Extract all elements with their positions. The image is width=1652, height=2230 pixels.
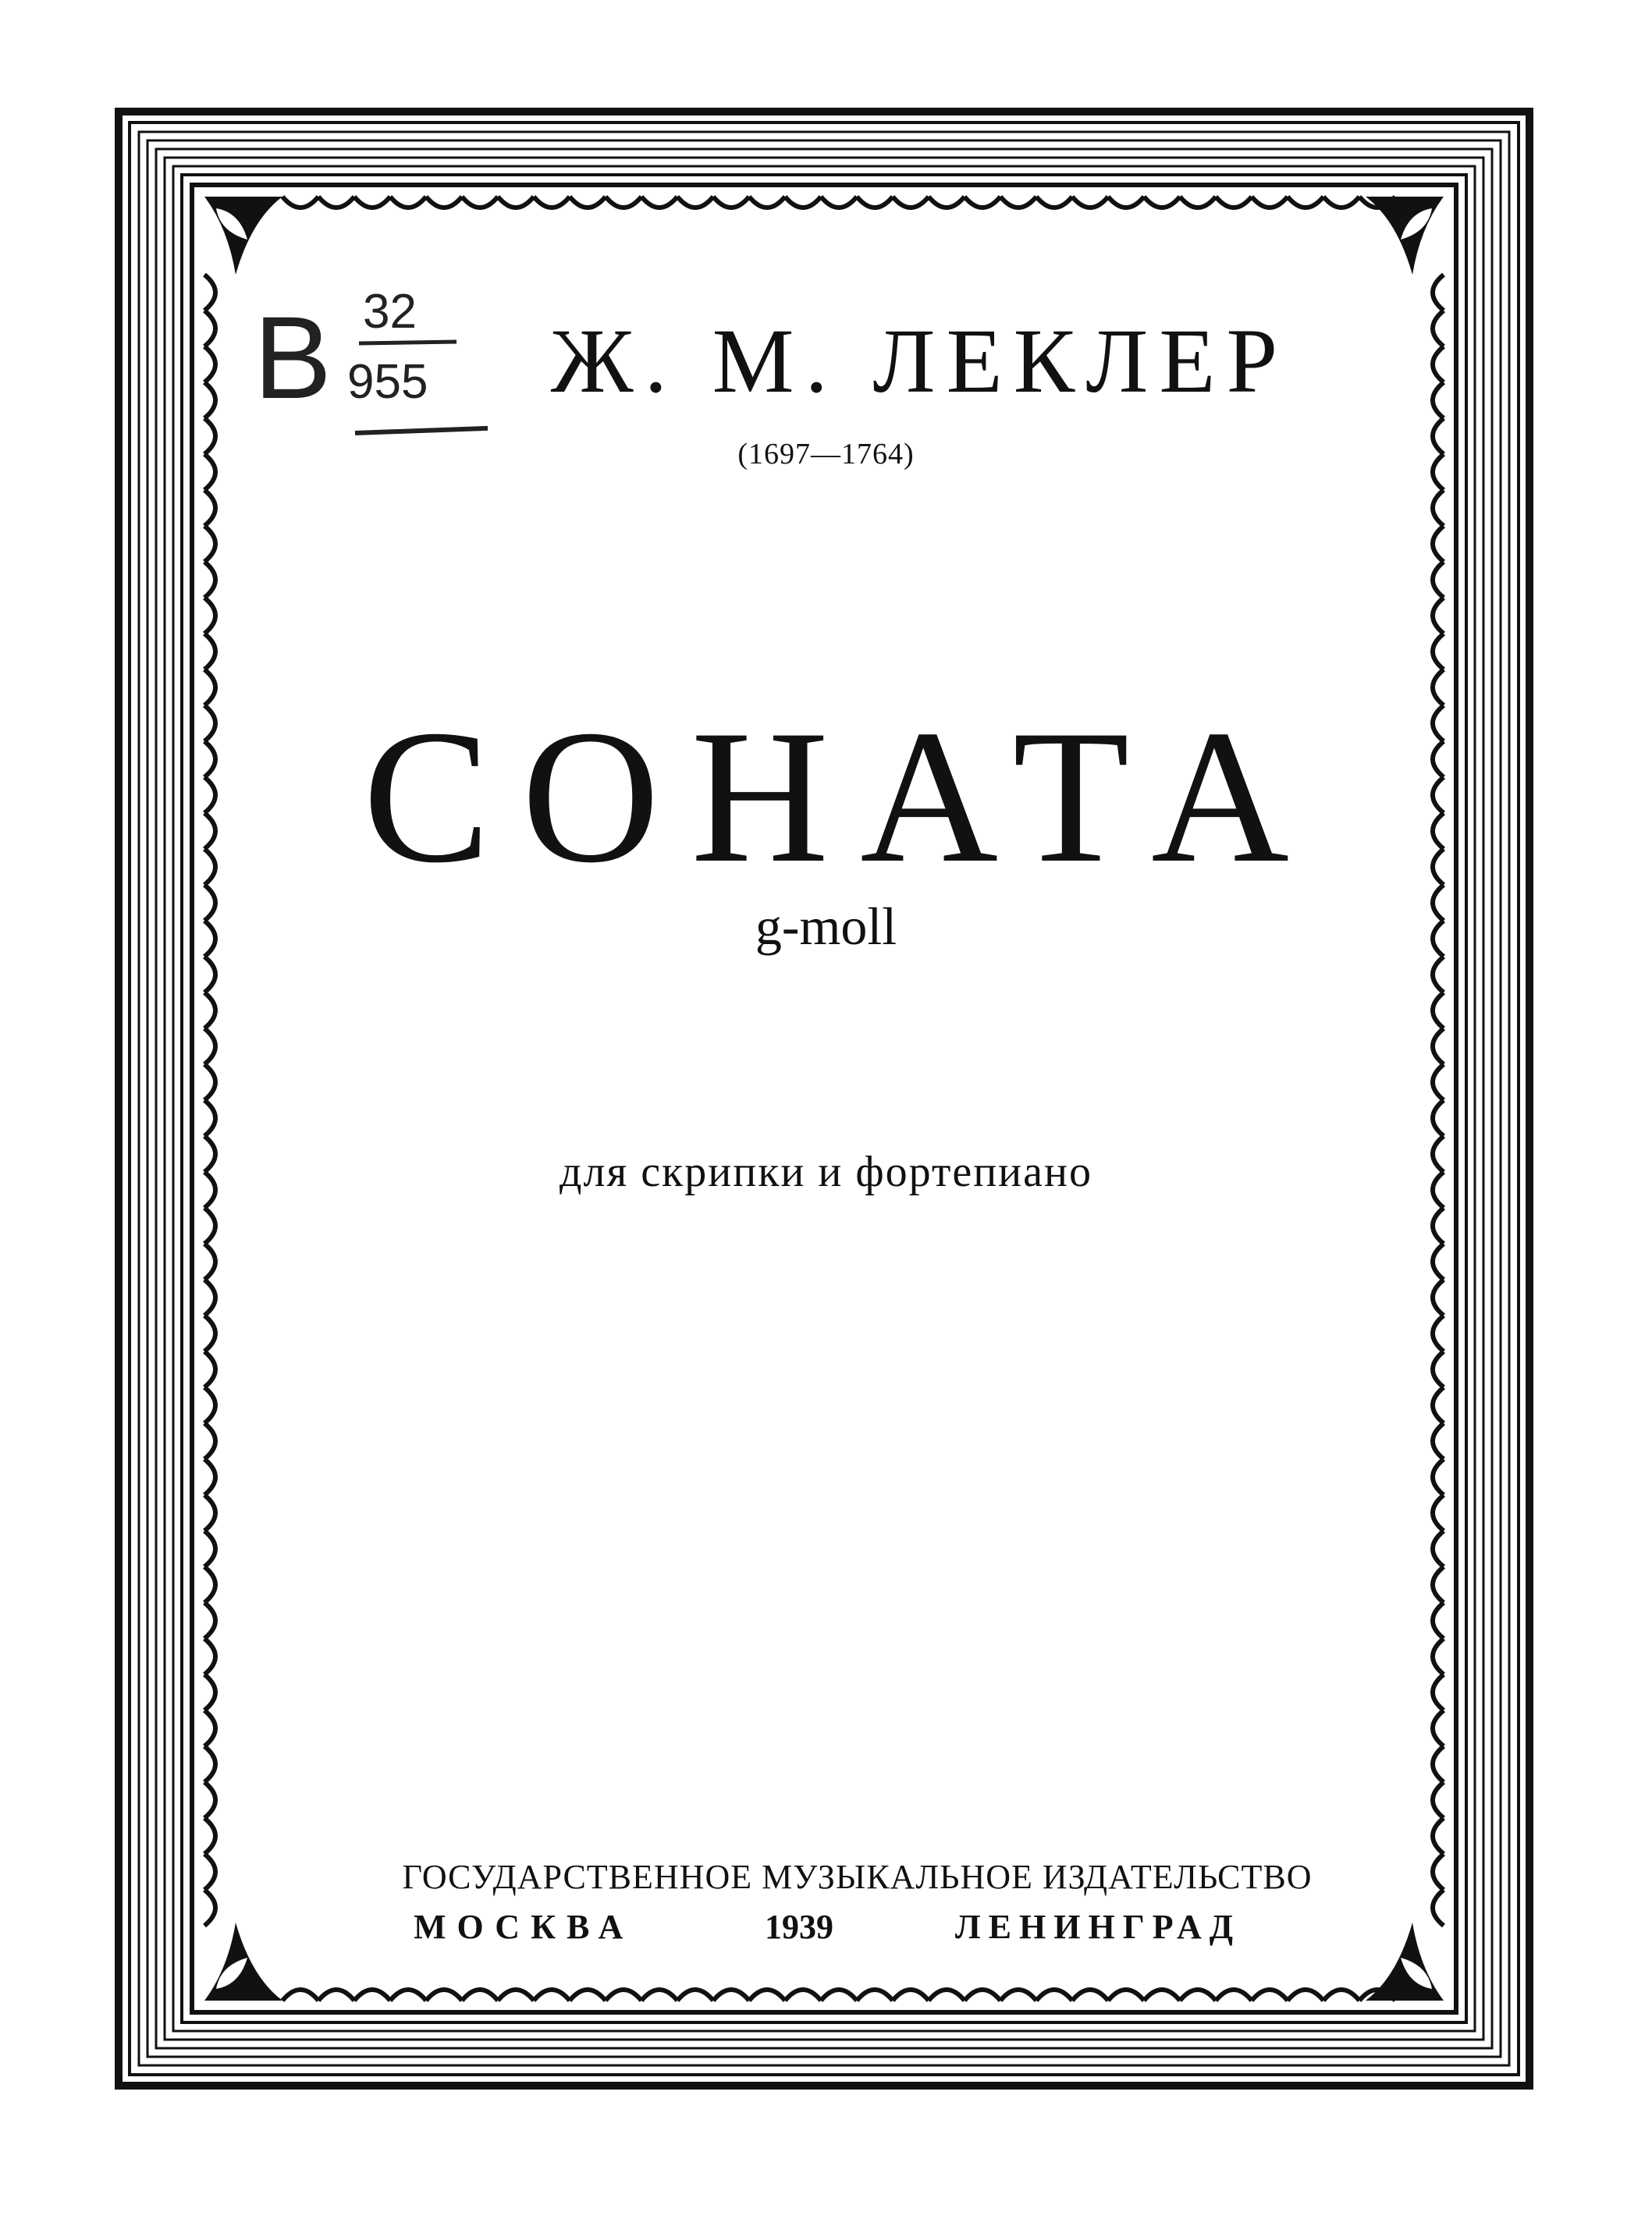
city-moscow: МОСКВА	[414, 1908, 634, 1946]
imprint-line	[414, 1907, 1241, 1954]
svg-text:В: В	[254, 292, 332, 423]
composer-years: (1697—1764)	[737, 438, 915, 471]
svg-text:955: 955	[347, 355, 428, 409]
svg-text:32: 32	[363, 285, 417, 339]
work-key: g-moll	[755, 897, 897, 956]
corner-ornament-top-left	[204, 197, 282, 275]
city-leningrad: ЛЕНИНГРАД	[954, 1908, 1241, 1946]
publisher-name: ГОСУДАРСТВЕННОЕ МУЗЫКАЛЬНОЕ ИЗДАТЕЛЬСТВО	[402, 1858, 1313, 1896]
corner-ornament-bottom-left	[204, 1923, 282, 2001]
composer-name: Ж. М. ЛЕКЛЕР	[550, 310, 1289, 412]
instrumentation: для скрипки и фортепиано	[560, 1148, 1092, 1196]
publication-year: 1939	[765, 1908, 833, 1946]
work-title: СОНАТА	[362, 691, 1321, 902]
